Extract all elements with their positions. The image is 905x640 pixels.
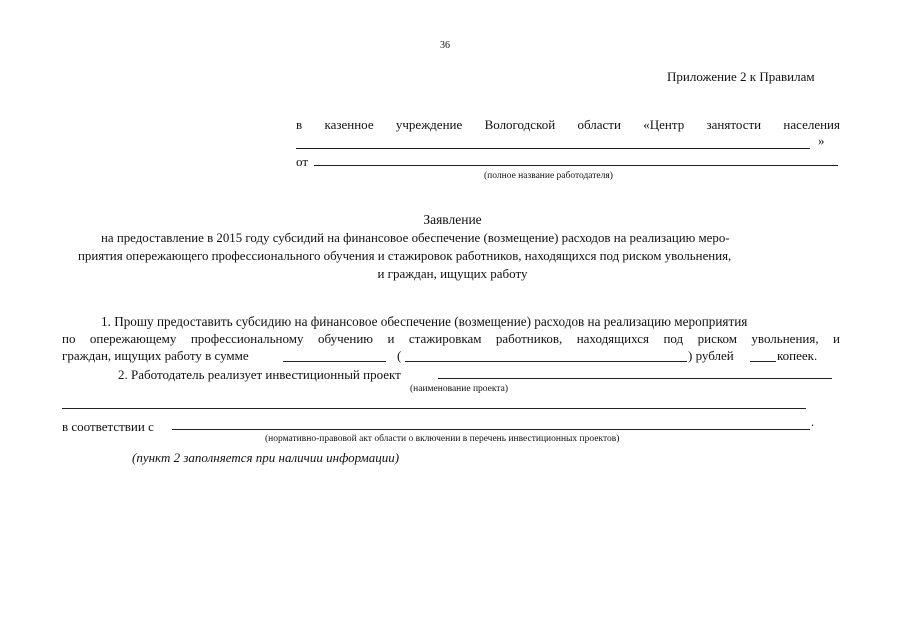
paragraph-1-line-2: по опережающему профессиональному обучению и стажировкам работников, находящихся под риском увольнения, и (62, 331, 840, 346)
appendix-label: Приложение 2 к Правилам (667, 69, 815, 84)
from-fill-line (314, 165, 838, 166)
from-caption: (полное название работодателя) (484, 171, 613, 181)
sum-digits-field (283, 361, 386, 362)
project-name-field-line-2 (62, 408, 806, 409)
title-line-2: приятия опережающего профессионального обучения и стажировок работников, находящихся под риском увольнения, (78, 249, 732, 263)
document-title: Заявление (423, 212, 482, 227)
title-line-1: на предоставление в 2015 году субсидий на финансовое обеспечение (возмещение) расходов на реализацию меро- (101, 231, 730, 245)
paragraph-1-line-3-text: граждан, ищущих работу в сумме (62, 348, 249, 363)
accordance-field (172, 429, 810, 430)
kopecks-label: копеек. (777, 348, 818, 363)
accordance-caption: (нормативно-правовой акт области о включении в перечень инвестиционных проектов) (265, 434, 620, 444)
paragraph-2-label: 2. Работодатель реализует инвестиционный проект (118, 367, 401, 382)
sum-words-field (405, 361, 687, 362)
note-text: (пункт 2 заполняется при наличии информации) (132, 450, 400, 465)
addressee-line: в казенное учреждение Вологодской области «Центр занятости населения (296, 117, 840, 132)
project-name-field (438, 378, 832, 379)
from-label: от (296, 154, 309, 169)
page-number: 36 (440, 40, 450, 51)
accordance-label: в соответствии с (62, 419, 154, 434)
sum-words-open: ( (397, 348, 402, 363)
kopecks-field (750, 361, 776, 362)
addressee-close-quote: » (818, 133, 825, 148)
paragraph-1-line-1: 1. Прошу предоставить субсидию на финансовое обеспечение (возмещение) расходов на реализацию мероприятия (101, 314, 748, 329)
title-line-3: и граждан, ищущих работу (377, 266, 528, 281)
project-name-caption: (наименование проекта) (410, 384, 509, 394)
accordance-end: . (811, 414, 815, 429)
addressee-fill-line (296, 148, 810, 149)
rubles-label: ) рублей (688, 348, 734, 363)
